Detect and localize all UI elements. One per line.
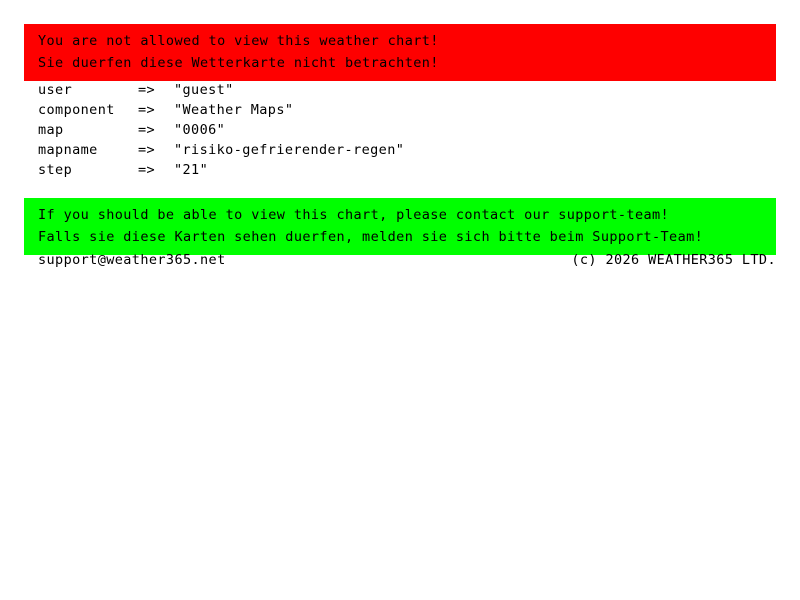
support-message-en: If you should be able to view this chart, please contact our support-team! — [38, 207, 670, 223]
param-arrow: => — [138, 122, 156, 138]
param-arrow: => — [138, 142, 156, 158]
param-row — [38, 160, 778, 180]
param-key: map — [38, 122, 64, 138]
error-message-en: You are not allowed to view this weather chart! — [38, 33, 439, 49]
param-value: "guest" — [174, 82, 234, 98]
param-arrow: => — [138, 82, 156, 98]
footer — [38, 250, 776, 270]
param-arrow: => — [138, 102, 156, 118]
param-value: "Weather Maps" — [174, 102, 294, 118]
support-banner — [24, 198, 776, 255]
copyright-text: (c) 2026 WEATHER365 LTD. — [571, 252, 776, 268]
error-message-de: Sie duerfen diese Wetterkarte nicht betrachten! — [38, 55, 439, 71]
request-parameters — [38, 80, 778, 180]
param-key: step — [38, 162, 73, 178]
param-value: "21" — [174, 162, 209, 178]
param-row — [38, 140, 778, 160]
param-value: "risiko-gefrierender-regen" — [174, 142, 405, 158]
error-banner — [24, 24, 776, 81]
param-arrow: => — [138, 162, 156, 178]
support-message-de: Falls sie diese Karten sehen duerfen, melden sie sich bitte beim Support-Team! — [38, 229, 704, 245]
param-row — [38, 120, 778, 140]
param-key: component — [38, 102, 115, 118]
param-row — [38, 80, 778, 100]
param-value: "0006" — [174, 122, 226, 138]
param-key: user — [38, 82, 73, 98]
support-email-link[interactable]: support@weather365.net — [38, 252, 226, 268]
param-row — [38, 100, 778, 120]
param-key: mapname — [38, 142, 98, 158]
